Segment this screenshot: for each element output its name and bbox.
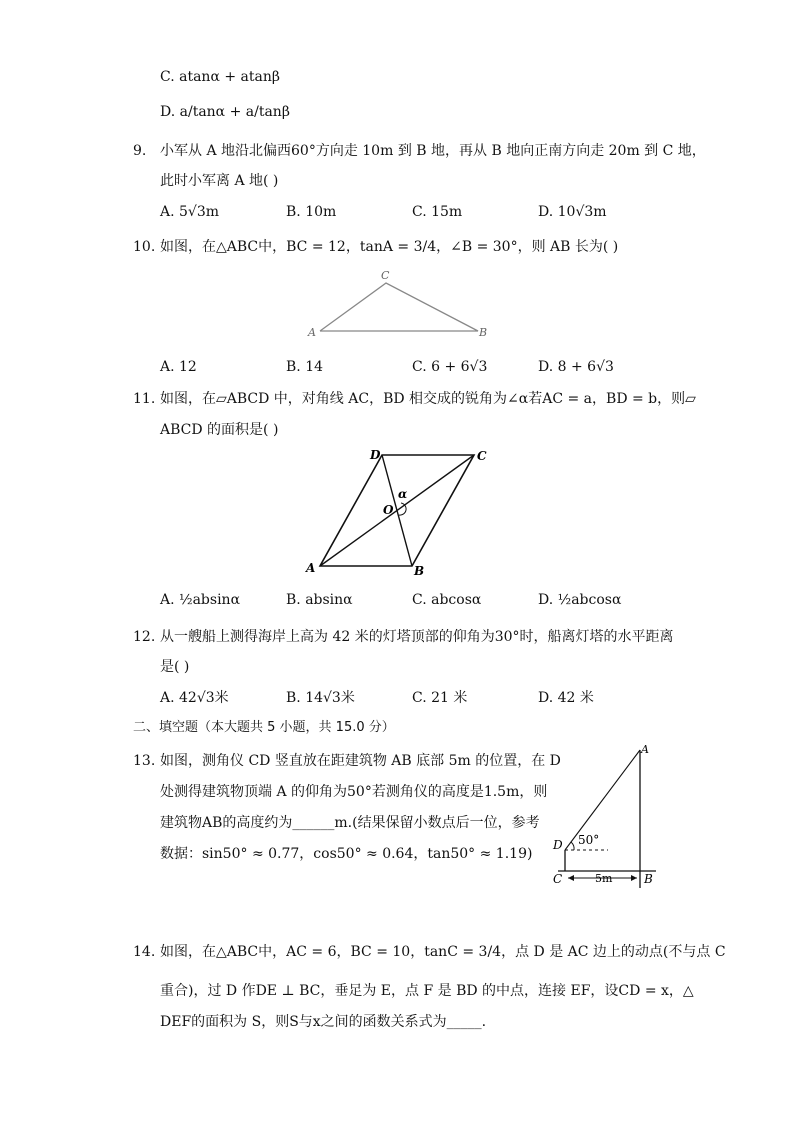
q13-text-line1: 如图，测角仪 CD 竖直放在距建筑物 AB 底部 5m 的位置，在 D (160, 753, 561, 769)
q11-label-b: B (414, 564, 425, 578)
q11-label-c: C (477, 449, 487, 463)
q13-label-c: C (553, 872, 563, 886)
q13-label-angle: 50° (578, 833, 600, 847)
q14-text-line2: 重合)，过 D 作DE ⊥ BC，垂足为 E，点 F 是 BD 的中点，连接 EF，设CD = x，△ (160, 983, 694, 999)
q11-number: 11. (133, 391, 156, 407)
q13-building-figure (548, 740, 658, 890)
q12-number: 12. (133, 629, 156, 645)
q10-triangle (320, 283, 478, 331)
q11-text-line1: 如图，在▱ABCD 中，对角线 AC，BD 相交成的锐角为∠α若AC = a，BD = b，则▱ (160, 391, 696, 407)
q13-text-line4: 数据：sin50° ≈ 0.77，cos50° ≈ 0.64，tan50° ≈ 1.19) (160, 846, 533, 862)
q11-option-b: B. absinα (286, 592, 353, 608)
q9-option-c: C. 15m (412, 204, 463, 220)
q13-sight-line (565, 750, 640, 850)
q10-label-a: A (308, 326, 316, 339)
q9-text-line2: 此时小军离 A 地( ) (160, 173, 279, 189)
q9-option-b: B. 10m (286, 204, 337, 220)
q10-triangle-figure (300, 268, 500, 343)
q9-option-d: D. 10√3m (538, 204, 607, 220)
q9-option-a: A. 5√3m (160, 204, 220, 220)
q12-text-line1: 从一艘船上测得海岸上高为 42 米的灯塔顶部的仰角为30°时，船离灯塔的水平距离 (160, 629, 674, 645)
q11-parallelogram-figure (300, 443, 500, 583)
q12-option-c: C. 21 米 (412, 690, 468, 706)
q13-arrow-left (568, 875, 574, 881)
q13-text-line2: 处测得建筑物顶端 A 的仰角为50°若测角仪的高度是1.5m，则 (160, 784, 548, 800)
q11-option-c: C. abcosα (412, 592, 482, 608)
q11-label-d: D (370, 448, 381, 462)
q10-number: 10. (133, 239, 156, 255)
q10-text-line1: 如图，在△ABC中，BC = 12，tanA = 3/4，∠B = 30°，则 AB 长为( ) (160, 239, 619, 255)
q11-label-o: O (383, 503, 394, 517)
q10-label-b: B (479, 326, 488, 339)
q9-text-line1: 小军从 A 地沿北偏西60°方向走 10m 到 B 地，再从 B 地向正南方向走 20m 到 C 地， (160, 143, 706, 159)
q13-text-line3: 建筑物AB的高度约为______m.(结果保留小数点后一位，参考 (160, 815, 540, 831)
q13-number: 13. (133, 753, 156, 769)
q11-option-d: D. ½abcosα (538, 592, 622, 608)
q10-label-c: C (381, 269, 390, 282)
q10-option-a: A. 12 (160, 359, 197, 375)
q12-option-d: D. 42 米 (538, 690, 594, 706)
q14-text-line1: 如图，在△ABC中，AC = 6，BC = 10，tanC = 3/4，点 D 是 AC 边上的动点(不与点 C (160, 944, 726, 960)
q8-option-d: D. a/tanα + a/tanβ (160, 104, 290, 120)
q11-option-a: A. ½absinα (160, 592, 241, 608)
q14-text-line3: DEF的面积为 S，则S与x之间的函数关系式为_____. (160, 1014, 487, 1030)
q10-option-c: C. 6 + 6√3 (412, 359, 488, 375)
q11-label-alpha: α (398, 487, 408, 501)
q13-arrow-right (631, 875, 637, 881)
q11-text-line2: ABCD 的面积是( ) (160, 422, 279, 438)
q10-option-d: D. 8 + 6√3 (538, 359, 614, 375)
q8-option-c: C. atanα + atanβ (160, 69, 280, 85)
q13-angle-arc (571, 842, 574, 850)
q12-text-line2: 是( ) (160, 659, 190, 675)
q12-option-a: A. 42√3米 (160, 690, 229, 706)
q13-label-d: D (553, 838, 563, 852)
q10-option-b: B. 14 (286, 359, 324, 375)
section-title-fill-in: 二、填空题（本大题共 5 小题，共 15.0 分） (133, 720, 395, 735)
q13-label-b: B (644, 872, 653, 886)
q11-label-a: A (306, 561, 316, 575)
q12-option-b: B. 14√3米 (286, 690, 355, 706)
q13-label-distance: 5m (595, 872, 613, 885)
q13-label-a: A (641, 743, 649, 756)
q14-number: 14. (133, 944, 156, 960)
q9-number: 9. (133, 143, 147, 159)
